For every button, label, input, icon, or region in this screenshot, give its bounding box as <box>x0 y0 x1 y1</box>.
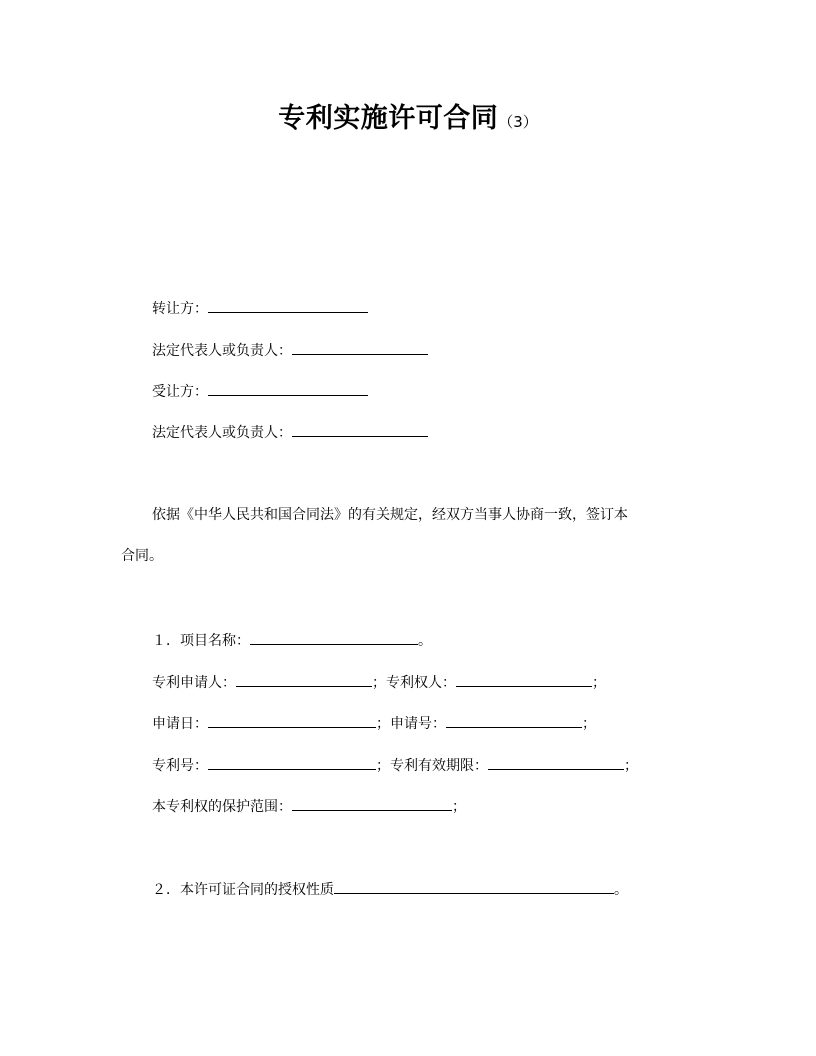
clause1-applicant-line <box>152 672 606 693</box>
item-name-end: 。 <box>418 633 432 649</box>
clause1-date-line <box>152 713 596 734</box>
clause1-item-line <box>152 630 432 651</box>
owner-end: ； <box>592 675 606 691</box>
transferee-blank[interactable] <box>208 381 368 396</box>
date-sep: ； <box>376 716 390 732</box>
scope-label: 本专利权的保护范围： <box>152 799 292 815</box>
transferor-blank[interactable] <box>208 298 368 313</box>
appno-end: ； <box>582 716 596 732</box>
transferee-line <box>152 381 368 402</box>
clause2-line <box>152 879 628 900</box>
applicant-blank[interactable] <box>236 672 372 687</box>
title-sub: （3） <box>498 113 538 131</box>
transferor-label: 转让方： <box>152 301 208 317</box>
item-name-blank[interactable] <box>250 630 418 645</box>
validity-label: 专利有效期限： <box>390 758 488 774</box>
scope-end: ； <box>452 799 466 815</box>
owner-label: 专利权人： <box>386 675 456 691</box>
scope-blank[interactable] <box>292 796 452 811</box>
transferor-line <box>152 298 368 319</box>
date-blank[interactable] <box>208 713 376 728</box>
applicant-label: 专利申请人： <box>152 675 236 691</box>
clause2-blank[interactable] <box>334 879 614 894</box>
clause2-label: ２．本许可证合同的授权性质 <box>152 882 334 898</box>
transferee-label: 受让方： <box>152 384 208 400</box>
clause1-patentno-line <box>152 755 638 776</box>
transferee-rep-line <box>152 422 428 443</box>
appno-label: 申请号： <box>390 716 446 732</box>
patentno-label: 专利号： <box>152 758 208 774</box>
transferor-rep-label: 法定代表人或负责人： <box>152 343 292 359</box>
title-main: 专利实施许可合同 <box>278 103 499 134</box>
document-title <box>0 96 816 135</box>
date-label: 申请日： <box>152 716 208 732</box>
applicant-sep: ； <box>372 675 386 691</box>
validity-end: ； <box>624 758 638 774</box>
patentno-blank[interactable] <box>208 755 376 770</box>
transferor-rep-blank[interactable] <box>292 340 428 355</box>
preamble-line-2: 合同。 <box>121 548 163 564</box>
item-name-label: １．项目名称： <box>152 633 250 649</box>
appno-blank[interactable] <box>446 713 582 728</box>
transferor-rep-line <box>152 340 428 361</box>
clause1-scope-line <box>152 796 466 817</box>
clause2-end: 。 <box>614 882 628 898</box>
transferee-rep-label: 法定代表人或负责人： <box>152 425 292 441</box>
transferee-rep-blank[interactable] <box>292 422 428 437</box>
owner-blank[interactable] <box>456 672 592 687</box>
validity-blank[interactable] <box>488 755 624 770</box>
preamble-line-1: 依据《中华人民共和国合同法》的有关规定，经双方当事人协商一致，签订本 <box>152 507 628 523</box>
patentno-sep: ； <box>376 758 390 774</box>
